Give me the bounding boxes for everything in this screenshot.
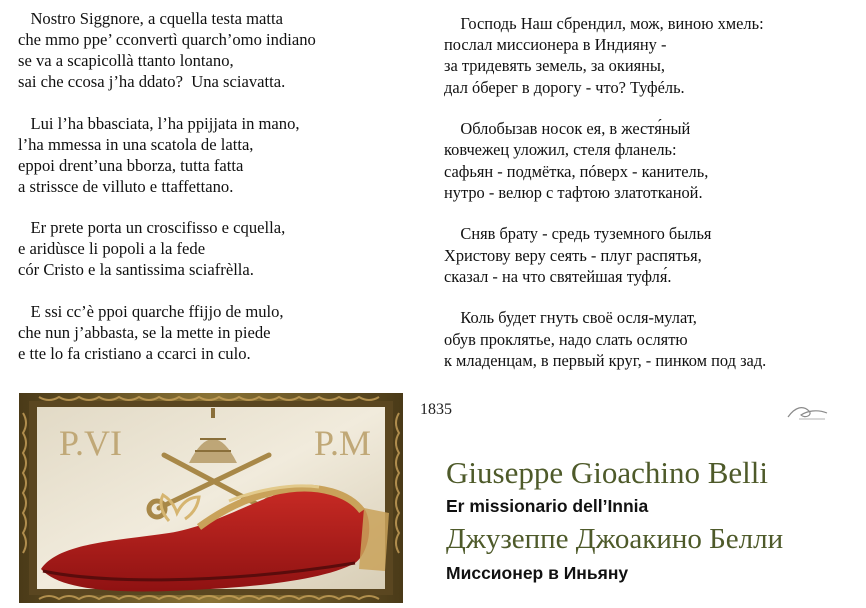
relic-slipper-photo [19, 393, 403, 603]
poem-italian [18, 8, 316, 384]
poem-line: che mmo ppe’ cconvertì quarch’omo indiano [18, 30, 316, 49]
poem-line: послал миссионера в Индияну - [444, 35, 667, 55]
poem-line: Сняв брату - средь туземного былья [444, 224, 712, 244]
stanza [444, 13, 766, 98]
poem-line: Господь Наш сбрендил, мож, виною хмель: [444, 14, 764, 33]
poem-line: Nostro Siggnore, a cquella testa matta [18, 9, 283, 28]
box-inscription-right: P.M [314, 423, 372, 463]
poem-line: Er prete porta un croscifisso e cquella, [18, 218, 286, 237]
poem-line: Облобызав носок ея, в жестя́ный [444, 119, 691, 139]
signature-mark [785, 401, 831, 423]
box-inscription-left: P.VI [59, 423, 123, 463]
stanza [444, 223, 766, 287]
poem-line: l’ha mmessa in una scatola de latta, [18, 134, 254, 154]
stanza [444, 307, 766, 371]
author-name-cyrillic: Джузеппе Джоакино Белли [446, 523, 784, 555]
poem-line: che nun j’abbasta, se la mette in piede [18, 322, 271, 342]
poem-line: сказал - на что святейшая туфля́. [444, 266, 672, 286]
author-name-latin: Giuseppe Gioachino Belli [446, 455, 768, 490]
poem-line: a strissce de villuto e ttaffettano. [18, 176, 234, 196]
stanza [18, 217, 316, 280]
poem-line: se va a scapicollà ttanto lontano, [18, 51, 234, 70]
poem-line: за тридевять земель, за окияны, [444, 56, 666, 76]
poem-line: ковчежец уложил, стеля фланель: [444, 140, 677, 160]
poem-line: Коль будет гнуть своё осля-мулат, [444, 308, 697, 328]
poem-title-russian: Миссионер в Иньяну [446, 563, 629, 583]
poem-line: к младенцам, в первый круг, - пинком под зад. [444, 350, 767, 370]
poem-line: cór Cristo e la santissima sciafrèlla. [18, 260, 254, 279]
poem-russian [444, 13, 766, 391]
poem-line: eppoi drent’una bborza, tutta fatta [18, 155, 244, 175]
poem-line: Lui l’ha bbasciata, l’ha ppijjata in mano, [18, 113, 300, 133]
poem-line: дал óберег в дорогу - что? Туфéль. [444, 77, 685, 97]
poem-line: нутро - велюр с тафтою златотканой. [444, 182, 703, 202]
poem-line: Христову веру сеять - плуг распятья, [444, 245, 702, 265]
stanza [18, 8, 316, 92]
year: 1835 [420, 401, 452, 418]
poem-line: e aridùsce li popoli a la fede [18, 239, 206, 258]
stanza [18, 301, 316, 364]
poem-line: E ssi cc’è ppoi quarche ffijjo de mulo, [18, 301, 284, 321]
poem-line: sai che ccosa j’ha ddato? Una sciavatta. [18, 72, 286, 91]
poem-line: сафьян - подмётка, пóверх - канитель, [444, 161, 709, 181]
stanza [18, 113, 316, 197]
stanza [444, 118, 766, 203]
poem-title-italian: Er missionario dell’Innia [446, 496, 649, 516]
poem-line: обув проклятье, надо слать ослятю [444, 329, 688, 349]
poem-line: e tte lo fa cristiano a ccarci in culo. [18, 343, 251, 363]
